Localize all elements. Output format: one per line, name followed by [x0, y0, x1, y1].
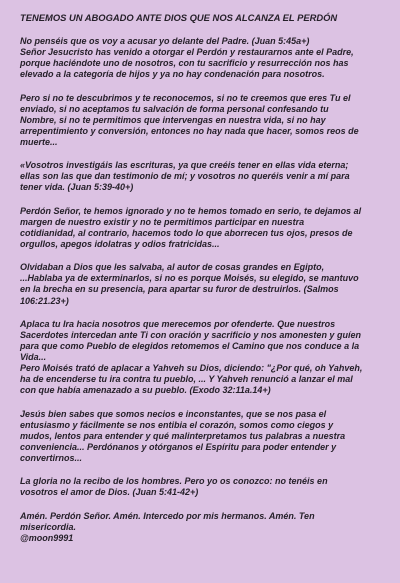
paragraph-4: Perdón Señor, te hemos ignorado y no te hemos tomado en serio, te dejamos al margen de nuestro existir y no te permitimos participar en nuestra cotidianidad, al contrario, hacemos todo lo que aborrecen tus ojos, presos de orgullos, apegos idolatras y odios fratricidas...	[20, 205, 362, 249]
paragraph-5: Olvidaban a Dios que les salvaba, al autor de cosas grandes en Egipto, ...Hablaba ya de exterminarlos, si no es porque Moisés, su elegido, se mantuvo en la brecha en su presencia, para apartar su furor de destruirlos. (Salmos 106:21.23+)	[20, 262, 359, 306]
paragraph-7: Jesús bien sabes que somos necios e inconstantes, que se nos pasa el entusiasmo y fácilmente se nos entibia el corazón, somos como ciegos y mudos, lentos para entender y qué malinterpretamos tus palabras a nuestra conveniencia... Perdónanos y otórganos el Espíritu para poder entender y convertirnos...	[20, 408, 346, 464]
paragraph-2: Pero si no te descubrimos y te reconocemos, si no te creemos que eres Tu el enviado, si no aceptamos tu salvación de forma personal confesando tu Nombre, si no te permitimos que intervengas en nuestra vida, si no hay arrepentimiento y conversión, entonces no hay nada que hacer, somos reos de muerte...	[20, 92, 359, 147]
paragraph-8: La gloria no la recibo de los hombres. Pero yo os conozco: no tenéis en vosotros el amor de Dios. (Juan 5:41-42+)	[20, 476, 328, 498]
document-title: TENEMOS UN ABOGADO ANTE DIOS QUE NOS ALCANZA EL PERDÓN	[20, 12, 338, 23]
paragraph-3: «Vosotros investigáis las escrituras, ya que creéis tener en ellas vida eterna; ellas son las que dan testimonio de mí; y vosotros no queréis venir a mí para tener vida. (Juan 5:39-40+)	[20, 160, 350, 193]
closing-paragraph: Amén. Perdón Señor. Amén. Intercedo por mis hermanos. Amén. Ten misericordia. @moon9991	[20, 510, 315, 543]
paragraph-6: Aplaca tu Ira hacia nosotros que merecemos por ofenderte. Que nuestros Sacerdotes intercedan ante Ti con oración y sacrificio y nos amonesten y guíen para que como Pueblo de elegidos retomemos el Camino que nos conduce a la Vida... Pero Moisés trató de aplacar a Yahveh su Dios, diciendo: "¿Por qué, oh Yahveh, ha de encenderse tu ira contra tu pueblo, ... Y Yahveh renunció a lanzar el mal con que había amenazado a su pueblo. (Exodo 32:11a.14+)	[20, 318, 363, 396]
paragraph-1: No penséis que os voy a acusar yo delante del Padre. (Juan 5:45a+) Señor Jesucristo has venido a otorgar el Perdón y restaurarnos ante el Padre, porque haciéndote uno de nosotros, con tu sacrificio y resurrección nos has elevado a la categoría de hijos y ya no hay condenación para nosotros.	[20, 36, 354, 80]
